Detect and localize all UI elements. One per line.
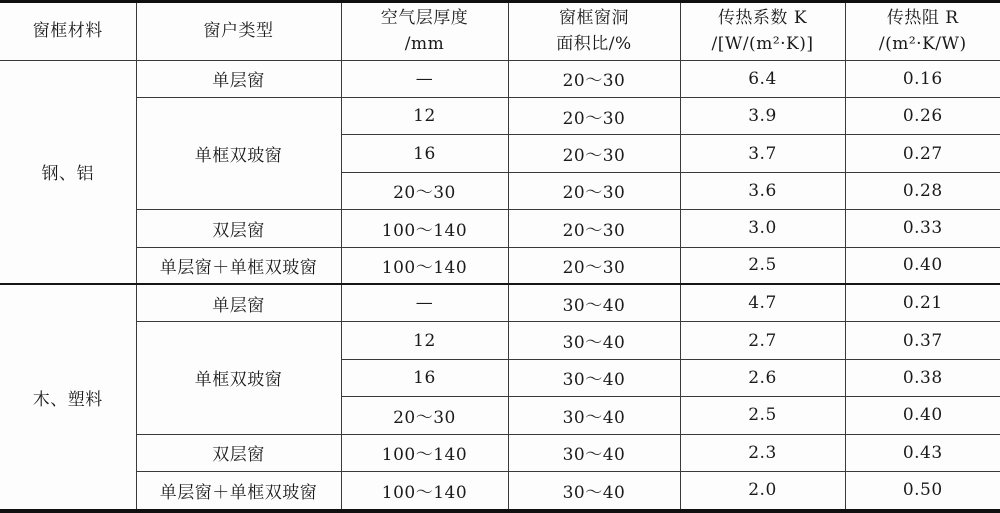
header-air-gap-unit: /mm — [404, 34, 445, 55]
header-k-value-label: 传热系数 K — [717, 8, 808, 29]
k-value-cell: 2.3 — [680, 434, 845, 471]
table-row — [0, 97, 1000, 134]
header-r-value — [845, 3, 1000, 60]
k-value-cell: 2.5 — [680, 397, 845, 434]
table-row — [0, 247, 1000, 284]
table-row — [0, 284, 1000, 321]
k-value-cell: 3.9 — [680, 97, 845, 134]
r-value-cell: 0.50 — [845, 471, 1000, 509]
r-value-cell: 0.26 — [845, 97, 1000, 134]
header-air-gap-label: 空气层厚度 — [380, 8, 469, 29]
window-type-cell: 单框双玻窗 — [136, 322, 341, 434]
area-ratio-cell: 20～30 — [508, 210, 680, 247]
k-value-cell: 3.0 — [680, 210, 845, 247]
header-area-ratio-label: 窗框窗洞 — [559, 8, 629, 29]
material-cell: 钢、铝 — [0, 60, 136, 284]
material-cell: 木、塑料 — [0, 284, 136, 509]
header-window-type-label: 窗户类型 — [203, 21, 274, 42]
table-row — [0, 471, 1000, 509]
header-k-value — [680, 3, 845, 60]
r-value-cell: 0.28 — [845, 172, 1000, 209]
k-value-cell: 4.7 — [680, 284, 845, 321]
area-ratio-cell: 30～40 — [508, 284, 680, 321]
area-ratio-cell: 30～40 — [508, 434, 680, 471]
header-window-type — [136, 3, 341, 60]
r-value-cell: 0.27 — [845, 135, 1000, 172]
area-ratio-cell: 20～30 — [508, 172, 680, 209]
air-gap-cell: 20～30 — [341, 172, 508, 209]
r-value-cell: 0.37 — [845, 322, 1000, 359]
header-k-value-unit: /[W/(m²·K)] — [711, 34, 814, 55]
area-ratio-cell: 30～40 — [508, 397, 680, 434]
header-frame-material-label: 窗框材料 — [32, 21, 103, 42]
header-air-gap — [341, 3, 508, 60]
air-gap-cell: 100～140 — [341, 471, 508, 509]
k-value-cell: 2.0 — [680, 471, 845, 509]
k-value-cell: 3.7 — [680, 135, 845, 172]
k-value-cell: 6.4 — [680, 60, 845, 97]
r-value-cell: 0.21 — [845, 284, 1000, 321]
air-gap-cell: 100～140 — [341, 434, 508, 471]
header-frame-material — [0, 3, 136, 60]
table-row — [0, 210, 1000, 247]
area-ratio-cell: 20～30 — [508, 135, 680, 172]
r-value-cell: 0.16 — [845, 60, 1000, 97]
window-type-cell: 双层窗 — [136, 210, 341, 247]
window-type-cell: 单层窗＋单框双玻窗 — [136, 471, 341, 509]
air-gap-cell: 16 — [341, 135, 508, 172]
area-ratio-cell: 20～30 — [508, 247, 680, 284]
header-area-ratio-unit: 面积比/% — [556, 34, 632, 55]
r-value-cell: 0.38 — [845, 359, 1000, 396]
k-value-cell: 3.6 — [680, 172, 845, 209]
header-r-value-unit: /(m²·K/W) — [878, 34, 967, 55]
window-type-cell: 单层窗 — [136, 60, 341, 97]
area-ratio-cell: 30～40 — [508, 322, 680, 359]
r-value-cell: 0.33 — [845, 210, 1000, 247]
area-ratio-cell: 30～40 — [508, 471, 680, 509]
window-type-cell: 单层窗＋单框双玻窗 — [136, 247, 341, 284]
window-type-cell: 单框双玻窗 — [136, 97, 341, 209]
k-value-cell: 2.7 — [680, 322, 845, 359]
k-value-cell: 2.6 — [680, 359, 845, 396]
area-ratio-cell: 20～30 — [508, 60, 680, 97]
r-value-cell: 0.40 — [845, 397, 1000, 434]
air-gap-cell: — — [341, 284, 508, 321]
header-area-ratio — [508, 3, 680, 60]
air-gap-cell: 12 — [341, 322, 508, 359]
header-row — [0, 3, 1000, 60]
header-r-value-label: 传热阻 R — [886, 8, 959, 29]
table-row — [0, 434, 1000, 471]
air-gap-cell: 100～140 — [341, 247, 508, 284]
window-type-cell: 双层窗 — [136, 434, 341, 471]
window-type-cell: 单层窗 — [136, 284, 341, 321]
area-ratio-cell: 20～30 — [508, 97, 680, 134]
air-gap-cell: 12 — [341, 97, 508, 134]
air-gap-cell: 20～30 — [341, 397, 508, 434]
air-gap-cell: — — [341, 60, 508, 97]
air-gap-cell: 100～140 — [341, 210, 508, 247]
area-ratio-cell: 30～40 — [508, 359, 680, 396]
r-value-cell: 0.40 — [845, 247, 1000, 284]
air-gap-cell: 16 — [341, 359, 508, 396]
window-thermal-table — [0, 3, 1000, 509]
k-value-cell: 2.5 — [680, 247, 845, 284]
table-row — [0, 60, 1000, 97]
table-row — [0, 322, 1000, 359]
r-value-cell: 0.43 — [845, 434, 1000, 471]
